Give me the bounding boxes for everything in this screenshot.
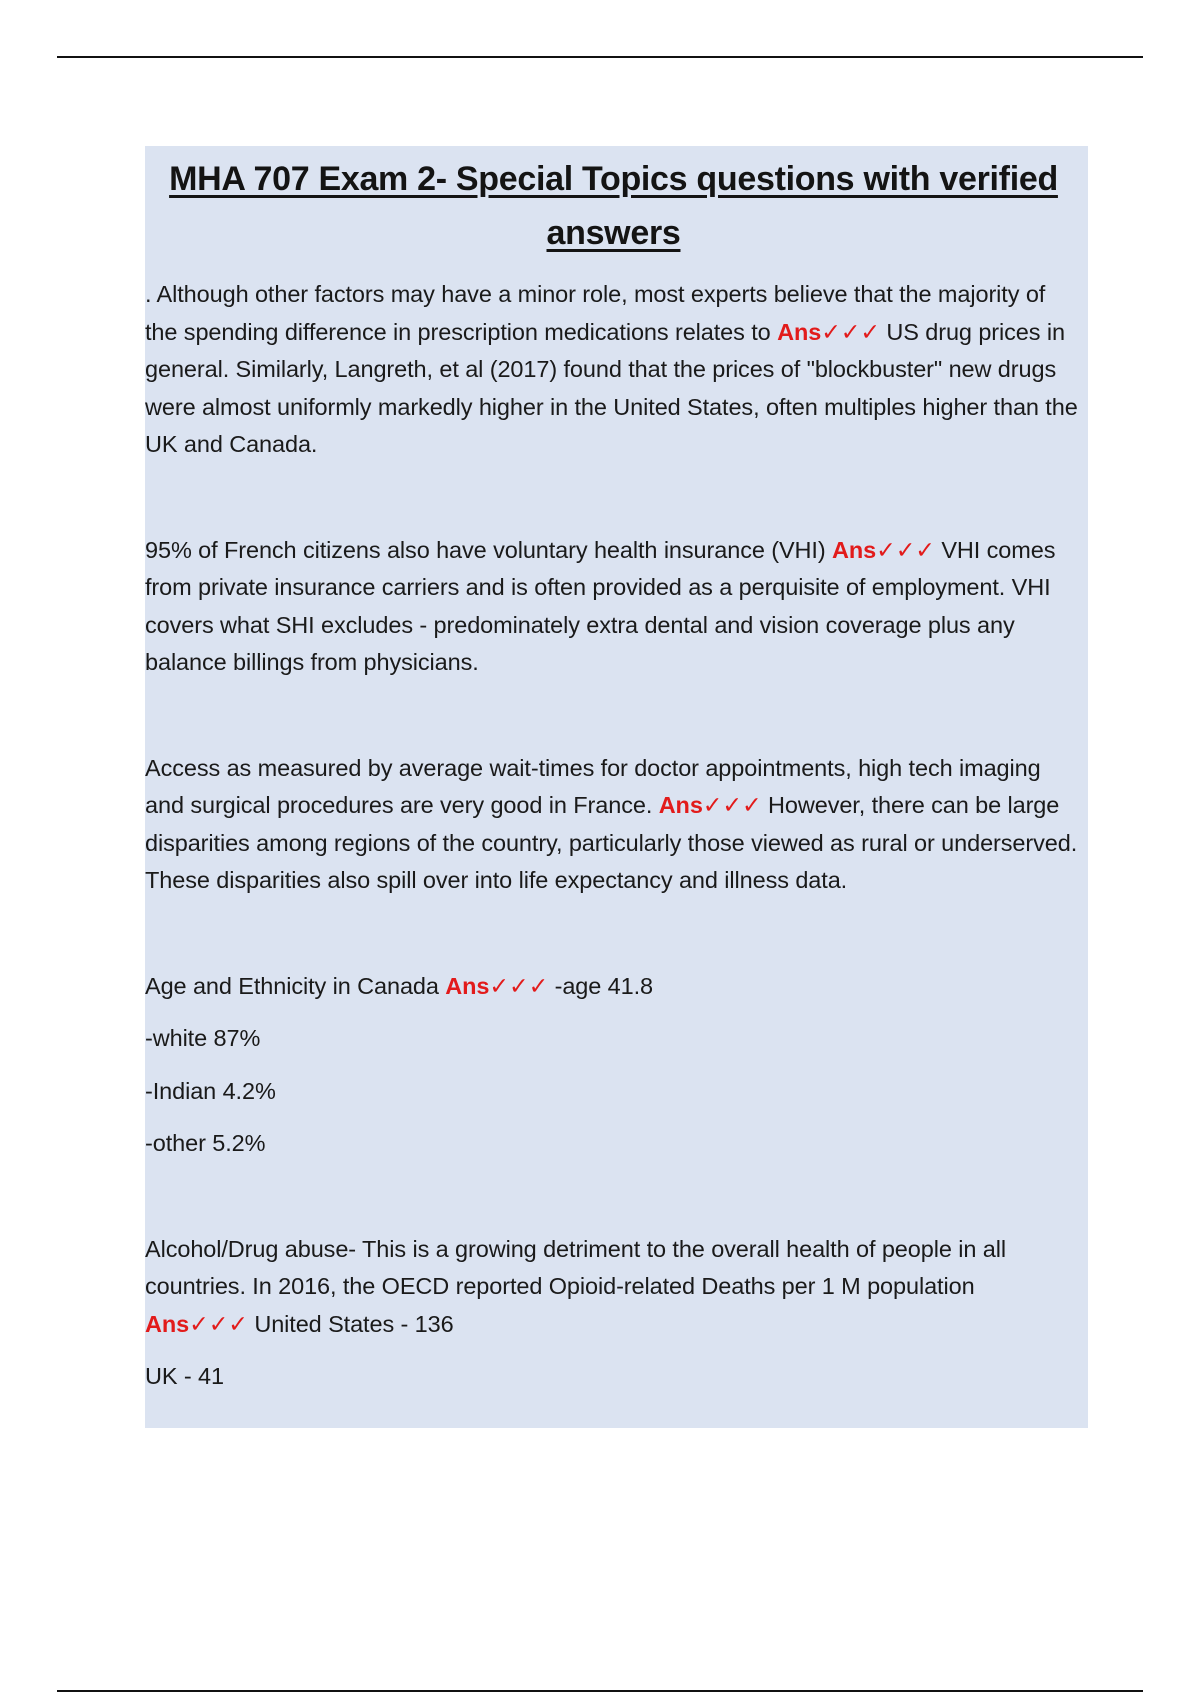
answer-text: However, there can be large disparities among regions of the country, particularly those viewed as rural or underserved. These disparities also spill over into life expectancy and illness data. <box>145 792 1078 893</box>
check-marks: ✓✓✓ <box>489 972 549 999</box>
answer-text: -age 41.8 <box>548 972 654 999</box>
spacer <box>145 1163 1082 1231</box>
qa-item-3 <box>145 750 1082 900</box>
answer-line: -other 5.2% <box>145 1130 266 1156</box>
answer-text: VHI comes from private insurance carriers and is often provided as a perquisite of employment. VHI covers what SHI excludes - predominately extra dental and vision coverage plus any balance billings from physicians. <box>145 536 1056 675</box>
check-marks: ✓✓✓ <box>702 792 762 818</box>
check-marks: ✓✓✓ <box>189 1310 248 1337</box>
spacer <box>145 682 1082 750</box>
question-text: Access as measured by average wait-times for doctor appointments, high tech imaging and surgical procedures are very good in France. <box>145 754 1041 818</box>
qa-item-1 <box>145 276 1082 464</box>
qa-item-5 <box>145 1231 1082 1344</box>
footer-rule <box>57 1690 1143 1692</box>
qa-item-2 <box>145 532 1082 682</box>
ans-label: Ans <box>832 536 877 563</box>
answer-line: -white 87% <box>145 1025 261 1051</box>
header-rule <box>57 56 1143 58</box>
ans-label: Ans <box>658 792 703 818</box>
answer-text: United States - 136 <box>247 1310 454 1337</box>
question-text: Alcohol/Drug abuse- This is a growing detriment to the overall health of people in all countries. In 2016, the OECD reported Opioid-related Deaths per 1 M population <box>145 1235 1006 1299</box>
answer-text: US drug prices in general. Similarly, Langreth, et al (2017) found that the prices of "blockbuster" new drugs were almost uniformly markedly higher in the United States, often multiples higher than the UK and Canada. <box>145 318 1078 457</box>
answer-line: UK - 41 <box>145 1363 224 1389</box>
ans-label: Ans <box>777 318 822 345</box>
ans-label: Ans <box>145 1310 190 1337</box>
qa-item-4 <box>145 968 1082 1006</box>
spacer <box>145 464 1082 532</box>
document-title: MHA 707 Exam 2- Special Topics questions with verified answers <box>169 160 1058 252</box>
question-text: 95% of French citizens also have voluntary health insurance (VHI) <box>145 536 832 563</box>
ans-label: Ans <box>445 972 490 999</box>
answer-line: -Indian 4.2% <box>145 1077 276 1104</box>
check-marks: ✓✓✓ <box>821 318 880 345</box>
document-content <box>145 146 1088 1428</box>
spacer <box>145 900 1082 968</box>
check-marks: ✓✓✓ <box>876 536 935 563</box>
question-text: . Although other factors may have a minor role, most experts believe that the majority of the spending difference in prescription medications relates to <box>145 281 1046 345</box>
question-text: Age and Ethnicity in Canada <box>145 972 446 999</box>
